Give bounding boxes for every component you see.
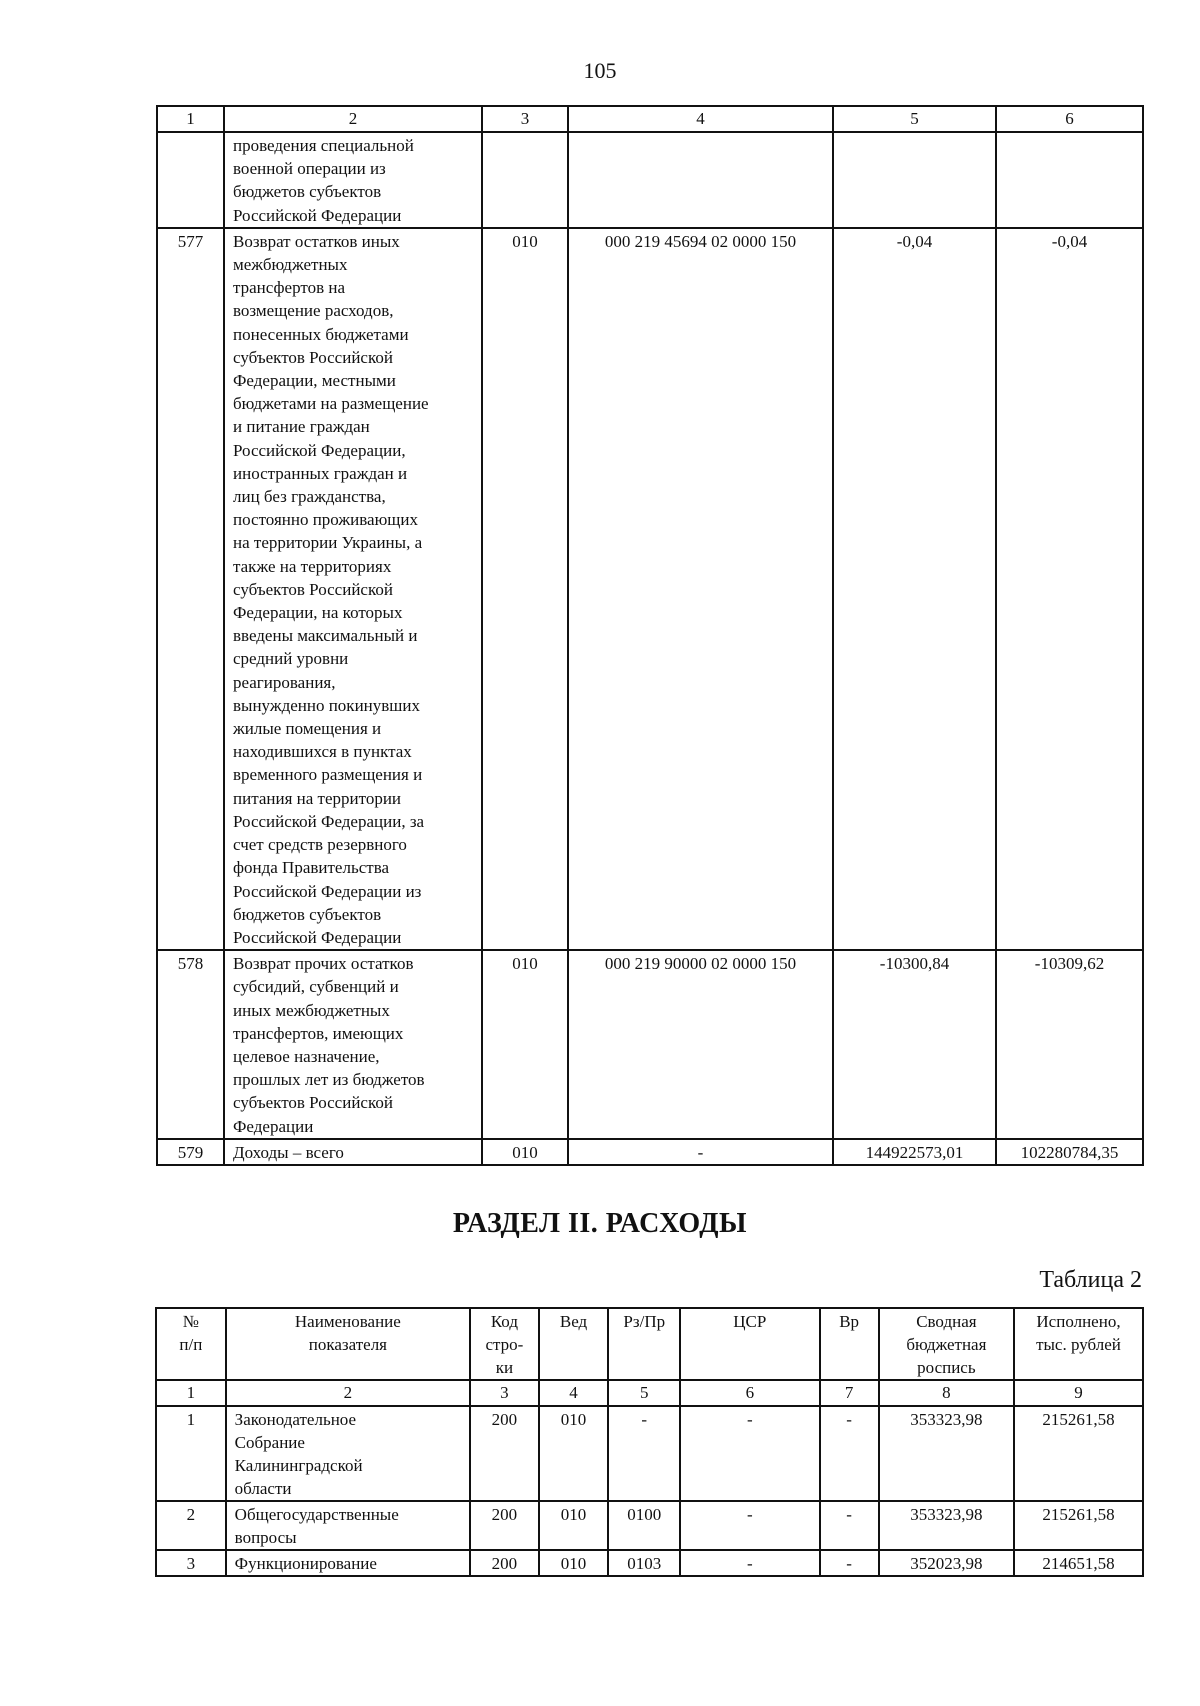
indicator-name-line: субсидий, субвенций и [233,977,399,997]
header-line: Сводная [916,1312,977,1331]
column-index: 6 [680,1380,819,1406]
target-item-code: - [680,1406,819,1501]
expense-type-code: - [820,1550,879,1576]
column-index: 9 [1014,1380,1143,1406]
header-line: Код [490,1312,518,1331]
indicator-name-line: жилые помещения и [233,719,382,739]
department-code: 010 [539,1501,609,1550]
indicator-name-line: реагирования, [233,672,336,692]
indicator-name-line: военной операции из [233,159,386,179]
section-subsection-code: 0100 [608,1501,680,1550]
indicator-name-line: субъектов Российской [233,1093,393,1113]
indicator-name-line: счет средств резервного [233,835,407,855]
executed-amount: 102280784,35 [996,1139,1143,1165]
header-line: стро- [485,1335,524,1354]
column-index: 4 [539,1380,609,1406]
column-index: 5 [833,106,996,132]
indicator-name-line: иностранных граждан и [233,463,408,483]
department-code: 010 [539,1406,609,1501]
planned-amount [833,132,996,228]
indicator-name-cell [224,1139,482,1165]
table-row [157,228,1143,950]
header-line: Вр [839,1312,860,1331]
header-done [1014,1308,1143,1380]
section-subsection-code: 0103 [608,1550,680,1576]
table-row [157,950,1143,1139]
indicator-name-line: Функционирование [234,1554,377,1573]
indicator-name-cell [224,228,482,950]
budget-classification-code: - [568,1139,833,1165]
indicator-name-line: понесенных бюджетами [233,324,409,344]
column-index: 3 [482,106,568,132]
header-number [156,1308,226,1380]
header-line: показателя [308,1335,387,1354]
indicator-name-line: также на территориях [233,556,392,576]
indicator-name-line: Российской Федерации, [233,440,406,460]
indicator-name-line: постоянно проживающих [233,510,418,530]
header-csr [680,1308,819,1380]
header-line: роспись [917,1358,976,1377]
column-index: 7 [820,1380,879,1406]
row-code: 200 [470,1406,539,1501]
executed-amount: -0,04 [996,228,1143,950]
row-number: 3 [156,1550,226,1576]
indicator-name-line: Российской Федерации [233,205,402,225]
indicator-name-line: находившихся в пунктах [233,742,412,762]
header-line: Исполнено, [1036,1312,1121,1331]
column-index: 1 [156,1380,226,1406]
column-index: 5 [608,1380,680,1406]
header-line: п/п [179,1335,203,1354]
indicator-name-line: Собрание [234,1433,305,1452]
header-rzpr [608,1308,680,1380]
department-code: 010 [539,1550,609,1576]
header-code [470,1308,539,1380]
indicator-name-line: Федерации, на которых [233,603,403,623]
indicator-name-line: вынужденно покинувших [233,695,420,715]
budget-classification-code [568,132,833,228]
column-index: 6 [996,106,1143,132]
indicator-name-line: трансфертов, имеющих [233,1023,404,1043]
indicator-name-line: Законодательное [234,1410,357,1429]
indicator-name-line: прошлых лет из бюджетов [233,1070,425,1090]
header-line: Наименование [294,1312,401,1331]
expenses-table-index-row [156,1380,1143,1406]
section-subsection-code: - [608,1406,680,1501]
budget-plan-amount: 353323,98 [879,1501,1014,1550]
row-number: 578 [157,950,224,1139]
row-number: 579 [157,1139,224,1165]
executed-amount [996,132,1143,228]
row-number [157,132,224,228]
indicator-name-line: на территории Украины, а [233,533,423,553]
table-row [157,1139,1143,1165]
planned-amount: 144922573,01 [833,1139,996,1165]
indicator-name-line: питания на территории [233,788,402,808]
header-line: ки [495,1358,514,1377]
indicator-name-line: вопросы [234,1528,297,1547]
indicator-name-line: лиц без гражданства, [233,487,386,507]
planned-amount: -0,04 [833,228,996,950]
indicator-name-line: Российской Федерации из [233,881,422,901]
income-table-body [157,106,1143,1165]
indicator-name-line: целевое назначение, [233,1046,380,1066]
indicator-name-line: Российской Федерации [233,927,402,947]
indicator-name-line: субъектов Российской [233,579,393,599]
column-index: 4 [568,106,833,132]
indicator-name-line: области [234,1479,292,1498]
indicator-name-line: временного размещения и [233,765,423,785]
indicator-name-line: иных межбюджетных [233,1000,390,1020]
indicator-name-cell [226,1550,470,1576]
column-index: 2 [224,106,482,132]
budget-classification-code: 000 219 45694 02 0000 150 [568,228,833,950]
indicator-name-cell [224,132,482,228]
header-ved [539,1308,609,1380]
indicator-name-line: фонда Правительства [233,858,390,878]
page-number: 105 [583,58,617,83]
budget-plan-amount: 352023,98 [879,1550,1014,1576]
indicator-name-line: Общегосударственные [234,1505,399,1524]
indicator-name-line: Федерации [233,1116,314,1136]
indicator-name-line: межбюджетных [233,255,348,275]
row-code: 010 [482,950,568,1139]
header-line: Вед [559,1312,588,1331]
header-name [226,1308,470,1380]
indicator-name-line: бюджетов субъектов [233,904,382,924]
executed-amount: 215261,58 [1014,1501,1143,1550]
target-item-code: - [680,1501,819,1550]
indicator-name-line: трансфертов на [233,278,345,298]
budget-plan-amount: 353323,98 [879,1406,1014,1501]
indicator-name-cell [226,1406,470,1501]
row-number: 2 [156,1501,226,1550]
executed-amount: 215261,58 [1014,1406,1143,1501]
target-item-code: - [680,1550,819,1576]
row-number: 1 [156,1406,226,1501]
indicator-name-line: Калининградской [234,1456,363,1475]
table-row [156,1501,1143,1550]
header-line: тыс. рублей [1036,1335,1121,1354]
indicator-name-line: бюджетов субъектов [233,182,382,202]
indicator-name-line: Возврат прочих остатков [233,954,414,974]
column-index: 8 [879,1380,1014,1406]
indicator-name-line: возмещение расходов, [233,301,394,321]
expense-type-code: - [820,1406,879,1501]
expenses-table [155,1307,1144,1577]
row-code [482,132,568,228]
indicator-name-cell [224,950,482,1139]
column-index: 2 [226,1380,470,1406]
expenses-table-header [156,1308,1143,1380]
income-table-header [157,106,1143,132]
expenses-table-body [156,1308,1143,1576]
indicator-name-line: и питание граждан [233,417,370,437]
header-vr [820,1308,879,1380]
indicator-name-line: Федерации, местными [233,371,396,391]
column-index: 3 [470,1380,539,1406]
expense-type-code: - [820,1501,879,1550]
indicator-name-line: Возврат остатков иных [233,231,400,251]
income-table [156,105,1144,1166]
planned-amount: -10300,84 [833,950,996,1139]
table-row [156,1406,1143,1501]
indicator-name-line: средний уровни [233,649,349,669]
table-row [156,1550,1143,1576]
row-code: 010 [482,1139,568,1165]
indicator-name-line: проведения специальной [233,136,414,155]
indicator-name-line: Доходы – всего [233,1142,344,1162]
section-title: РАЗДЕЛ II. РАСХОДЫ [452,1208,748,1239]
header-line: ЦСР [733,1312,767,1331]
table-row [157,132,1143,228]
indicator-name-line: субъектов Российской [233,347,393,367]
executed-amount: -10309,62 [996,950,1143,1139]
indicator-name-line: Российской Федерации, за [233,811,425,831]
header-line: № [182,1312,199,1331]
indicator-name-line: бюджетами на размещение [233,394,429,414]
header-line: бюджетная [906,1335,987,1354]
row-code: 010 [482,228,568,950]
indicator-name-line: введены максимальный и [233,626,418,646]
header-plan [879,1308,1014,1380]
table-label: Таблица 2 [1039,1267,1142,1293]
row-number: 577 [157,228,224,950]
row-code: 200 [470,1550,539,1576]
header-line: Рз/Пр [623,1312,666,1331]
budget-classification-code: 000 219 90000 02 0000 150 [568,950,833,1139]
column-index: 1 [157,106,224,132]
row-code: 200 [470,1501,539,1550]
executed-amount: 214651,58 [1014,1550,1143,1576]
indicator-name-cell [226,1501,470,1550]
